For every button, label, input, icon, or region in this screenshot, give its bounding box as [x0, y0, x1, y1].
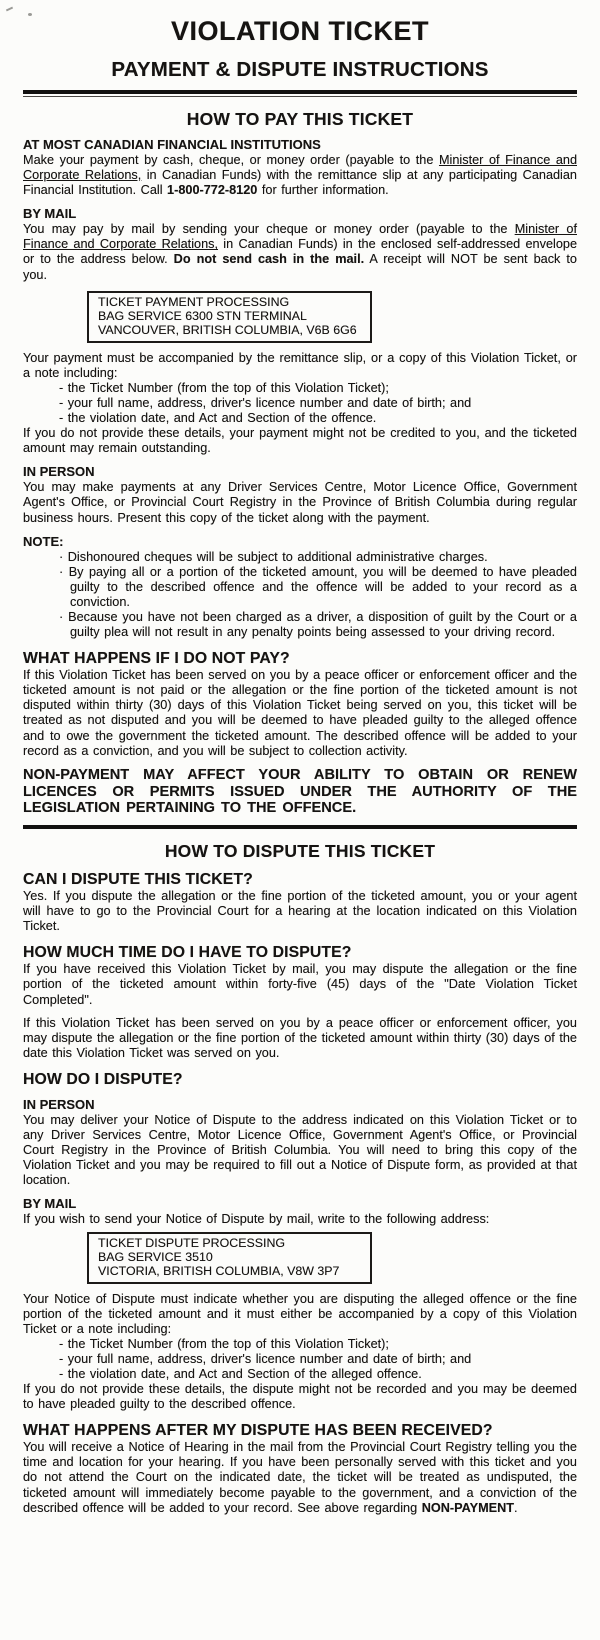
- question-heading: WHAT HAPPENS AFTER MY DISPUTE HAS BEEN RECEIVED?: [23, 1422, 493, 1440]
- text-run: You will receive a Notice of Hearing in the mail from the Provincial Court Registry telling you the time and location for your hearing. If you have been personally served with this ticket and you do not attend the Court on the indicated date, the ticket will be treated as undisputed, the ticketed amount will immediately become payable to the government, and a conviction of the described offence will be added to your record. See above regarding: [23, 1440, 577, 1515]
- section-heading: HOW TO DISPUTE THIS TICKET: [164, 841, 436, 862]
- scan-artifact: [6, 7, 13, 12]
- paragraph: [23, 889, 577, 934]
- sub-heading: NOTE:: [23, 533, 64, 549]
- address-line: VICTORIA, BRITISH COLUMBIA, V8W 3P7: [98, 1263, 340, 1278]
- paragraph: [23, 1382, 577, 1412]
- list-item-text: the violation date, and Act and Section of the alleged offence.: [67, 1366, 422, 1381]
- bullet-list: [23, 550, 577, 641]
- bullet-marker: -: [59, 411, 68, 426]
- address-line: BAG SERVICE 3510: [98, 1249, 213, 1264]
- bullet-marker: ·: [59, 609, 69, 624]
- bullet-list: [23, 1337, 577, 1382]
- text-run: in Canadian Funds) in the enclosed self-addressed envelope or to the address below.: [23, 237, 578, 267]
- paragraph: [23, 1016, 577, 1061]
- list-item-text: the violation date, and Act and Section of the offence.: [67, 411, 377, 426]
- text-run: If you do not provide these details, the dispute might not be recorded and you may be deemed to have pleaded guilty to the described offence.: [23, 1382, 577, 1412]
- text-run: If you do not provide these details, your payment might not be credited to you, and the ticketed amount may remain outstanding.: [23, 426, 577, 456]
- text-run: in Canadian Funds) with the remittance slip at any participating Canadian Financial Institution. Call: [23, 168, 577, 198]
- paragraph: [23, 153, 577, 198]
- sub-heading: IN PERSON: [23, 464, 95, 480]
- address-line: TICKET PAYMENT PROCESSING: [98, 294, 290, 309]
- address-line: BAG SERVICE 6300 STN TERMINAL: [98, 308, 307, 323]
- text-run: If you wish to send your Notice of Dispute by mail, write to the following address:: [23, 1212, 490, 1227]
- section-heading: HOW TO PAY THIS TICKET: [186, 109, 414, 129]
- list-item: [23, 565, 577, 610]
- bold-text: NON-PAYMENT: [421, 1500, 515, 1515]
- list-item-text: the Ticket Number (from the top of this Violation Ticket);: [67, 1336, 389, 1351]
- address-box-wrap: [87, 1232, 577, 1284]
- question-heading: HOW DO I DISPUTE?: [23, 1070, 183, 1088]
- address-box: [87, 1232, 372, 1284]
- bullet-marker: ·: [59, 564, 69, 579]
- sub-heading: IN PERSON: [23, 1096, 95, 1112]
- paragraph: [23, 426, 577, 456]
- text-run: Your Notice of Dispute must indicate whether you are disputing the alleged offence or the fine portion of the ticketed amount and it must either be accompanied by a copy of this Violation Ticket or a note including:: [23, 1291, 577, 1336]
- text-run: Yes. If you dispute the allegation or the fine portion of the ticketed amount, you or your agent will have to go to the Provincial Court for a hearing at the location indicated on this Violation Ticket.: [23, 889, 577, 934]
- document-body: [23, 109, 577, 1516]
- page-subtitle: PAYMENT & DISPUTE INSTRUCTIONS: [111, 58, 489, 81]
- paragraph: [23, 1440, 577, 1515]
- text-run: If you have received this Violation Ticket by mail, you may dispute the allegation or the fine portion of the ticketed amount within forty-five (45) days of the "Date Violation Ticket Completed".: [23, 962, 577, 1007]
- bullet-marker: -: [59, 380, 68, 395]
- bold-text: NON-PAYMENT MAY AFFECT YOUR ABILITY TO OBTAIN OR RENEW LICENCES OR PERMITS ISSUED UNDER THE AUTHORITY OF THE LEGISLATION PERTAINING TO THE OFFENCE.: [23, 766, 577, 817]
- paragraph: [23, 767, 577, 817]
- text-run: Make your payment by cash, cheque, or money order (payable to the: [23, 153, 439, 167]
- list-item-text: Because you have not been charged as a driver, a disposition of guilt by the Court or a guilty plea will not result in any penalty points being assessed to your driving record.: [68, 609, 577, 640]
- bullet-marker: ·: [59, 549, 68, 564]
- bullet-marker: -: [59, 1366, 68, 1381]
- paragraph: [23, 962, 577, 1007]
- text-run: Your payment must be accompanied by the remittance slip, or a copy of this Violation Ticket, or a note including:: [23, 350, 577, 380]
- text-run: You may pay by mail by sending your cheque or money order (payable to the: [23, 222, 515, 237]
- text-run: If this Violation Ticket has been served on you by a peace officer or enforcement officer, you may dispute the allegation or the fine portion of the ticketed amount within thirty (30) days of the date this Violation Ticket was served on you.: [23, 1015, 577, 1060]
- text-run: for further information.: [257, 183, 389, 198]
- bullet-marker: -: [59, 1336, 68, 1351]
- address-line: TICKET DISPUTE PROCESSING: [98, 1235, 286, 1250]
- list-item-text: your full name, address, driver's licence number and date of birth; and: [67, 395, 472, 410]
- list-item: [23, 411, 577, 426]
- page-title: VIOLATION TICKET: [171, 16, 429, 46]
- paragraph: [23, 351, 577, 381]
- list-item: [23, 1352, 577, 1367]
- underlined-text: Minister of Finance and Corporate Relations,: [23, 153, 577, 183]
- question-heading: WHAT HAPPENS IF I DO NOT PAY?: [23, 650, 290, 668]
- address-box-wrap: [87, 291, 577, 343]
- list-item: [23, 1367, 577, 1382]
- text-run: If this Violation Ticket has been served on you by a peace officer or enforcement officer and the ticketed amount is not paid or the allegation or the fine portion of the ticketed amount is not disputed within thirty (30) days of this Violation Ticket being served on you, this ticket will be treated as not disputed and you will be deemed to have pleaded guilty to the alleged offence and to owe the government the ticketed amount. The described offence will be added to your record as a conviction, and you will be subject to collection activity.: [23, 668, 577, 758]
- list-item: [23, 550, 577, 565]
- header-divider: [23, 90, 577, 97]
- text-run: .: [514, 1500, 518, 1515]
- underlined-text: Minister of Finance and Corporate Relations,: [23, 222, 577, 252]
- scan-artifact: [28, 13, 32, 16]
- paragraph: [23, 668, 577, 759]
- address-box: [87, 291, 372, 343]
- address-line: VANCOUVER, BRITISH COLUMBIA, V6B 6G6: [98, 322, 357, 337]
- list-item: [23, 610, 577, 640]
- section-divider: [23, 825, 577, 829]
- question-heading: CAN I DISPUTE THIS TICKET?: [23, 871, 253, 889]
- bold-text: 1-800-772-8120: [167, 183, 258, 198]
- paragraph: [23, 1113, 577, 1188]
- bold-text: Do not send cash in the mail.: [173, 252, 365, 267]
- bullet-marker: -: [59, 395, 68, 410]
- paragraph: [23, 1212, 577, 1227]
- text-run: You may make payments at any Driver Services Centre, Motor Licence Office, Government Agent's Office, or Provincial Court Registry in the Province of British Columbia during regular business hours. Present this copy of the ticket along with the payment.: [23, 480, 577, 525]
- sub-heading: BY MAIL: [23, 1196, 77, 1212]
- list-item-text: your full name, address, driver's licence number and date of birth; and: [67, 1351, 472, 1366]
- list-item-text: By paying all or a portion of the ticketed amount, you will be deemed to have pleaded guilty to the described offence and the offence will be added to your record as a conviction.: [68, 564, 577, 609]
- paragraph: [23, 222, 577, 282]
- sub-heading: BY MAIL: [23, 206, 77, 222]
- list-item: [23, 1337, 577, 1352]
- question-heading: HOW MUCH TIME DO I HAVE TO DISPUTE?: [23, 944, 352, 962]
- text-run: You may deliver your Notice of Dispute to the address indicated on this Violation Ticket or to any Driver Services Centre, Motor Licence Office, Government Agent's Office, or Provincial Court Registry in the Province of British Columbia. You will need to bring this copy of the Violation Ticket and you may be required to fill out a Notice of Dispute form, as provided at that location.: [23, 1112, 577, 1188]
- list-item-text: the Ticket Number (from the top of this Violation Ticket);: [67, 380, 389, 395]
- bullet-marker: -: [59, 1351, 68, 1366]
- paragraph: [23, 1292, 577, 1337]
- paragraph: [23, 480, 577, 525]
- bullet-list: [23, 381, 577, 426]
- list-item: [23, 381, 577, 396]
- text-run: A receipt will NOT be sent back to you.: [23, 252, 577, 282]
- sub-heading: AT MOST CANADIAN FINANCIAL INSTITUTIONS: [23, 137, 321, 152]
- list-item-text: Dishonoured cheques will be subject to additional administrative charges.: [67, 549, 488, 564]
- list-item: [23, 396, 577, 411]
